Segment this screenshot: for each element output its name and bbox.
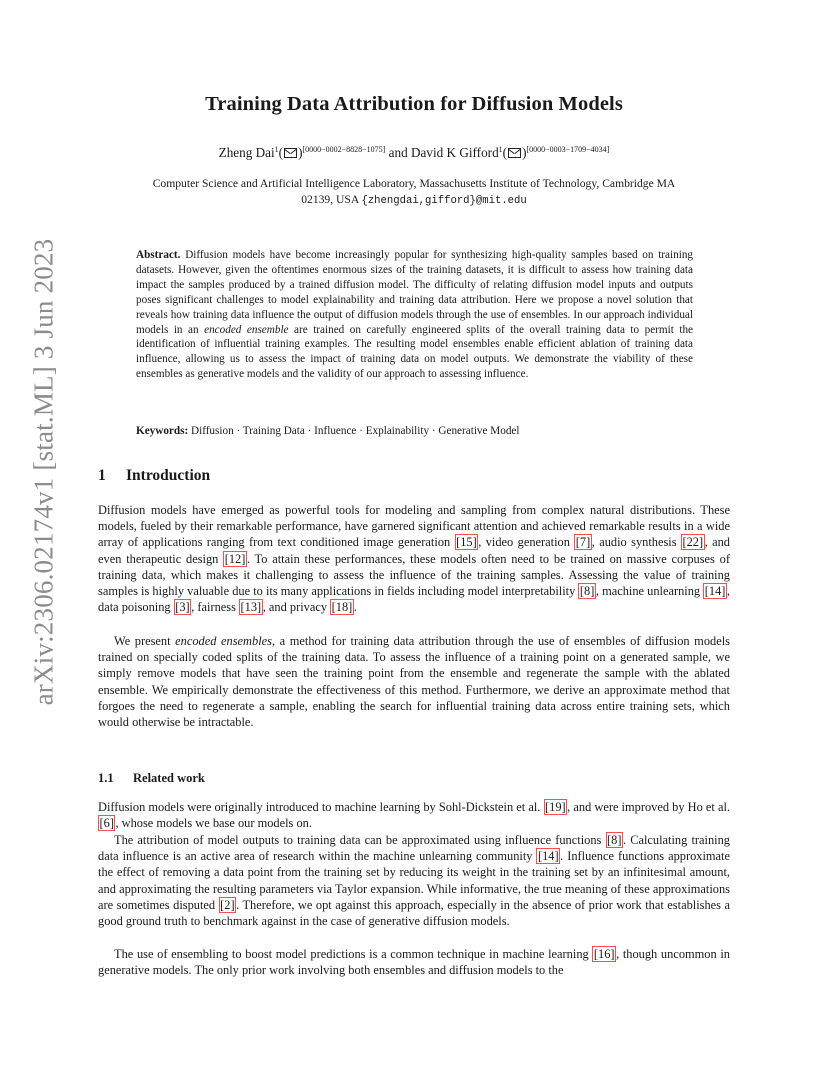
paragraph-text: The attribution of model outputs to training data can be approximated using influence functions — [114, 833, 602, 847]
paragraph-text: . Calculating training data influence is an active area of research within the machine unlearning community — [98, 833, 730, 864]
envelope-icon[interactable] — [508, 148, 521, 158]
keywords-label: Keywords: — [136, 425, 189, 437]
citation-link[interactable]: [8] — [607, 833, 622, 847]
author-name: Zheng Dai — [218, 145, 275, 160]
related-paragraph-2 — [98, 832, 730, 929]
citation-link[interactable]: [18] — [331, 600, 353, 615]
paragraph-text: , data poisoning — [98, 584, 731, 615]
paragraph-text: . To attain these performances, these models often need to be trained on massive corpuses of training data, which makes it challenging to assess the influence of the training samples. Assessing the value of training samples is highly valuable due to its many applications in fields including model interpretability — [98, 551, 730, 599]
citation-link[interactable]: [16] — [593, 947, 615, 961]
paragraph-text: . Therefore, we opt against this approach, especially in the absence of prior work that establishes a good ground truth to benchmark against in the case of generative diffusion models. — [98, 897, 731, 929]
keywords — [136, 425, 693, 437]
paragraph-text: , and were improved by Ho et al. — [567, 800, 730, 814]
paragraph-text: Diffusion models were originally introduced to machine learning by Sohl-Dickstein et al. — [98, 800, 541, 814]
citation-link[interactable]: [13] — [240, 600, 262, 615]
abstract-text: are trained on carefully engineered splits of the overall training data to permit the identification of influential training examples. The resulting model ensembles enable efficient ablation of training data influence, allowing us to assess the impact of training data on model outputs. We demonstrate the viability of these ensembles as generative models and the validity of our approach to assessing influence. — [136, 323, 694, 381]
section-title: Introduction — [126, 467, 211, 484]
paragraph-text: , video generation — [478, 535, 570, 550]
citation-link[interactable]: [14] — [537, 849, 559, 864]
affiliation — [100, 176, 728, 209]
affiliation-marker: 1 — [498, 145, 503, 154]
citation-link[interactable]: [3] — [175, 600, 190, 615]
citation-link[interactable]: [2] — [220, 897, 235, 912]
paragraph-emphasis: encoded ensembles — [175, 634, 272, 648]
related-paragraph-1 — [98, 799, 730, 831]
citation-link[interactable]: [19] — [545, 800, 566, 814]
affiliation-line: Computer Science and Artificial Intelligence Laboratory, Massachusetts Institute of Technology, Cambridge MA — [152, 177, 676, 190]
arxiv-identifier: arXiv:2306.02174v1 [stat.ML] 3 Jun 2023 — [28, 238, 59, 706]
section-number: 1 — [98, 467, 106, 484]
citation-link[interactable]: [22] — [682, 535, 704, 550]
citation-link[interactable]: [12] — [224, 551, 246, 566]
abstract-text: Diffusion models have become increasingly popular for synthesizing high-quality samples based on training datasets. However, given the oftentimes enormous sizes of the training datasets, it is difficult to assess how training data impact the samples produced by a trained diffusion model. The difficulty of relating diffusion model inputs and outputs poses significant challenges to model explainability and training data attribution. Here we propose a novel solution that reveals how training data influence the output of diffusion models through the use of ensembles. In our approach individual models in an — [136, 249, 694, 336]
citation-link[interactable]: [6] — [99, 816, 114, 831]
citation-link[interactable]: [15] — [456, 535, 477, 550]
affiliation-line — [100, 192, 728, 210]
and-text: and — [388, 145, 408, 160]
section-heading — [98, 467, 210, 485]
abstract-label: Abstract. — [136, 249, 181, 261]
orcid-id: [0000−0003−1709−4034] — [526, 145, 610, 154]
subsection-title: Related work — [133, 771, 205, 785]
paragraph-text: We present — [114, 634, 171, 648]
subsection-heading — [98, 771, 205, 786]
citation-link[interactable]: [7] — [575, 535, 591, 550]
paragraph-text: The use of ensembling to boost model predictions is a common technique in machine learning — [114, 947, 589, 961]
affiliation-address: 02139, USA — [301, 192, 359, 206]
paragraph-text: , fairness — [191, 600, 236, 615]
citation-link[interactable]: [8] — [579, 584, 595, 599]
paragraph-text: , machine unlearning — [595, 584, 701, 599]
paragraph-text: , and even therapeutic design — [98, 535, 730, 566]
paragraph-text: , whose models we base our models on. — [115, 816, 312, 831]
keywords-text: Diffusion · Training Data · Influence · Explainability · Generative Model — [191, 425, 520, 437]
related-paragraph-3 — [98, 946, 730, 978]
paragraph-text: , and privacy — [262, 600, 328, 615]
paragraph-text: . — [353, 600, 357, 615]
abstract — [136, 248, 693, 382]
author-name: David K Gifford — [411, 145, 499, 160]
affiliation-marker: 1 — [274, 145, 279, 154]
envelope-icon[interactable] — [284, 148, 297, 158]
orcid-id: [0000−0002−8828−1075] — [302, 145, 386, 154]
citation-link[interactable]: [14] — [704, 584, 726, 599]
intro-paragraph-2 — [98, 633, 730, 730]
paragraph-text: , audio synthesis — [591, 535, 677, 550]
subsection-number: 1.1 — [98, 771, 114, 785]
author-line: Zheng Dai$^1$( )[0000−0002−8828−1075] and David K Gifford$^1$( )[0000−0003−1709−4034] — [218, 145, 610, 160]
email-address[interactable]: {zhengdai,gifford}@mit.edu — [361, 194, 527, 207]
paragraph-text: Diffusion models have emerged as powerful tools for modeling and sampling from complex natural distributions. These models, fueled by their remarkable performance, have garnered significant attention and achieved remarkable results in a wide array of applications ranging from text conditioned image generation — [98, 503, 730, 550]
abstract-emphasis: encoded ensemble — [204, 323, 289, 336]
paragraph-text: . Influence functions approximate the effect of removing a data point from the training set by reducing its weight in the training set by an infinitesimal amount, and approximating the resulting parameters via Taylor expansion. While informative, the true meaning of these approximations are sometimes disputed — [98, 849, 730, 912]
paragraph-text: , a method for training data attribution through the use of ensembles of diffusion models trained on specially coded splits of the training data. To assess the influence of a training point on a generated sample, we simply remove models that have seen the training point from the ensemble and regenerate the sample with the ablated ensemble. We empirically demonstrate the effectiveness of this method. Furthermore, we derive an approximate method that forgoes the need to regenerate a sample, enabling the search for influential training data across entire training sets, which would otherwise be intractable. — [98, 634, 730, 730]
paragraph-text: , though uncommon in generative models. The only prior work involving both ensembles and diffusion models to the — [98, 947, 730, 978]
paper-title: Training Data Attribution for Diffusion Models — [205, 93, 623, 115]
intro-paragraph-1 — [98, 502, 730, 615]
